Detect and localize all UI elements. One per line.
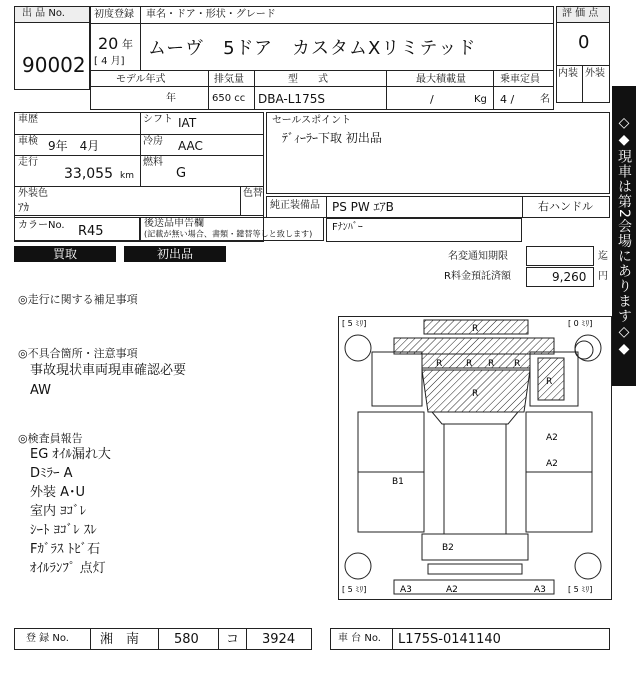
name-change-label: 名変通知期限 bbox=[448, 251, 508, 262]
recycle-fee-unit: 円 bbox=[598, 271, 608, 282]
capacity-unit: 名 bbox=[540, 94, 550, 105]
ac-label: 冷房 bbox=[143, 136, 163, 147]
displacement-value: 650 cc bbox=[212, 93, 246, 104]
inspector-line: Dﾐﾗｰ A bbox=[30, 466, 73, 481]
defects-line-1: 事故現状車両現車確認必要 bbox=[30, 363, 187, 378]
buy-label: 買取 bbox=[14, 246, 116, 262]
max-load-value: / bbox=[430, 93, 434, 106]
first-reg-label: 初度登録 bbox=[94, 9, 134, 20]
shift-value: IAT bbox=[178, 116, 197, 130]
sales-point-value: ﾃﾞｨｰﾗｰ下取 初出品 bbox=[282, 131, 382, 145]
inspection-label: 車検 bbox=[18, 136, 38, 147]
reg-kana: コ bbox=[226, 632, 240, 647]
tire-front-left bbox=[345, 335, 371, 361]
shift-label: シフト bbox=[143, 114, 173, 125]
type-label: 型 式 bbox=[288, 74, 328, 85]
equipment-value: PS PW ｴｱB bbox=[332, 200, 394, 214]
inspector-line: 室内 ﾖｺﾞﾚ bbox=[30, 504, 87, 519]
car-outline-svg bbox=[338, 316, 612, 600]
damage-mark: R bbox=[436, 359, 443, 369]
inspector-line: ｼｰﾄ ﾖｺﾞﾚ ｽﾚ bbox=[30, 523, 97, 538]
damage-mark: R bbox=[546, 377, 553, 387]
color-change-label: 色替 bbox=[243, 188, 263, 199]
displacement-label: 排気量 bbox=[214, 74, 244, 85]
recycle-fee-value: 9,260 bbox=[552, 270, 587, 284]
damage-mark: R bbox=[514, 359, 521, 369]
tire-depth-front-right: [ 0 ﾐﾘ] bbox=[568, 319, 593, 328]
first-listing-label: 初出品 bbox=[124, 246, 226, 262]
chassis-number: L175S-0141140 bbox=[398, 632, 501, 647]
name-change-value-cell bbox=[526, 246, 594, 266]
equipment-label: 純正装備品 bbox=[270, 200, 320, 211]
fuel-label: 燃料 bbox=[143, 157, 163, 168]
inspection-value: 9年 4月 bbox=[48, 139, 100, 153]
first-reg-year: 20 bbox=[98, 34, 119, 53]
capacity-value: 4 / bbox=[500, 93, 515, 106]
defects-line-2: AW bbox=[30, 383, 52, 398]
tire-depth-front-left: [ 5 ﾐﾘ] bbox=[342, 319, 367, 328]
driving-notes-heading: ◎走行に関する補足事項 bbox=[18, 293, 138, 306]
handle-value: 右ハンドル bbox=[538, 200, 593, 213]
defects-heading: ◎不具合箇所・注意事項 bbox=[18, 347, 138, 360]
score-value: 0 bbox=[578, 32, 590, 53]
damage-diagram bbox=[338, 316, 612, 600]
reg-no-label: 登 録 No. bbox=[26, 633, 69, 644]
reg-area: 湘 南 bbox=[100, 632, 140, 647]
color-no-label: カラーNo. bbox=[18, 220, 65, 231]
inspector-line: ｵｲﾙﾗﾝﾌﾟ 点灯 bbox=[30, 561, 106, 576]
name-change-unit: 迄 bbox=[598, 251, 608, 262]
car-name-label: 車名・ドア・形状・グレード bbox=[146, 9, 276, 20]
plate-note: Fﾅﾝﾊﾞｰ bbox=[332, 222, 363, 233]
reg-number: 3924 bbox=[262, 632, 296, 647]
damage-mark: R bbox=[472, 389, 479, 399]
max-load-unit: Kg bbox=[474, 94, 487, 105]
tire-rear-left bbox=[345, 553, 371, 579]
damage-mark: R bbox=[466, 359, 473, 369]
inspector-line: Fｶﾞﾗｽ ﾄﾋﾞ石 bbox=[30, 542, 101, 557]
model-year-label: モデル年式 bbox=[116, 74, 166, 85]
first-reg-year-unit: 年 bbox=[122, 38, 133, 51]
lot-number: 90002 bbox=[22, 53, 86, 77]
damage-mark: B1 bbox=[392, 477, 404, 487]
exterior-label: 外装 bbox=[585, 68, 605, 79]
mileage-label: 走行 bbox=[18, 157, 38, 168]
max-load-label: 最大積載量 bbox=[416, 74, 466, 85]
damage-mark: B2 bbox=[442, 543, 454, 553]
color-no-value: R45 bbox=[78, 224, 104, 239]
tire-depth-rear-left: [ 5 ﾐﾘ] bbox=[342, 585, 367, 594]
type-value: DBA-L175S bbox=[258, 92, 325, 106]
aftermarket-note: (記載が無い場合、書類・鍵替等しと致します) bbox=[144, 230, 313, 240]
tire-depth-rear-right: [ 5 ﾐﾘ] bbox=[568, 585, 593, 594]
damage-mark: R bbox=[472, 324, 479, 334]
model-year-unit: 年 bbox=[166, 93, 176, 104]
damage-mark: A3 bbox=[400, 585, 412, 595]
recycle-fee-label: R料金預託済額 bbox=[444, 271, 511, 282]
inspector-line: EG ｵｲﾙ漏れ大 bbox=[30, 447, 111, 462]
ext-color-value: ｱｶ bbox=[18, 201, 29, 214]
location-banner: ◇◆現車は第2会場にあります◇◆ bbox=[612, 86, 636, 386]
chassis-label: 車 台 No. bbox=[338, 633, 381, 644]
inspector-line: 外装 A･U bbox=[30, 485, 86, 500]
history-label: 車歴 bbox=[18, 114, 38, 125]
ac-value: AAC bbox=[178, 139, 203, 153]
damage-mark: R bbox=[488, 359, 495, 369]
ext-color-label: 外装色 bbox=[18, 188, 48, 199]
capacity-label: 乗車定員 bbox=[500, 74, 540, 85]
mileage-unit: km bbox=[120, 171, 134, 181]
tire-rear-right bbox=[575, 553, 601, 579]
damage-mark: A3 bbox=[534, 585, 546, 595]
lot-no-label: 出 品 No. bbox=[22, 8, 65, 19]
first-reg-month: [ 4 月] bbox=[94, 56, 125, 67]
damage-mark: A2 bbox=[446, 585, 458, 595]
interior-label: 内装 bbox=[558, 68, 578, 79]
sales-point-label: セールスポイント bbox=[272, 115, 352, 126]
aftermarket-label: 後送品申告欄 bbox=[144, 218, 204, 229]
damage-mark: A2 bbox=[546, 433, 558, 443]
reg-class: 580 bbox=[174, 632, 199, 647]
inspector-heading: ◎検査員報告 bbox=[18, 432, 83, 445]
mileage-value: 33,055 bbox=[64, 166, 113, 182]
car-name: ムーヴ 5ドア カスタムXリミテッド bbox=[148, 38, 477, 59]
fuel-value: G bbox=[176, 166, 187, 181]
score-label: 評 価 点 bbox=[562, 8, 599, 19]
damage-mark: A2 bbox=[546, 459, 558, 469]
